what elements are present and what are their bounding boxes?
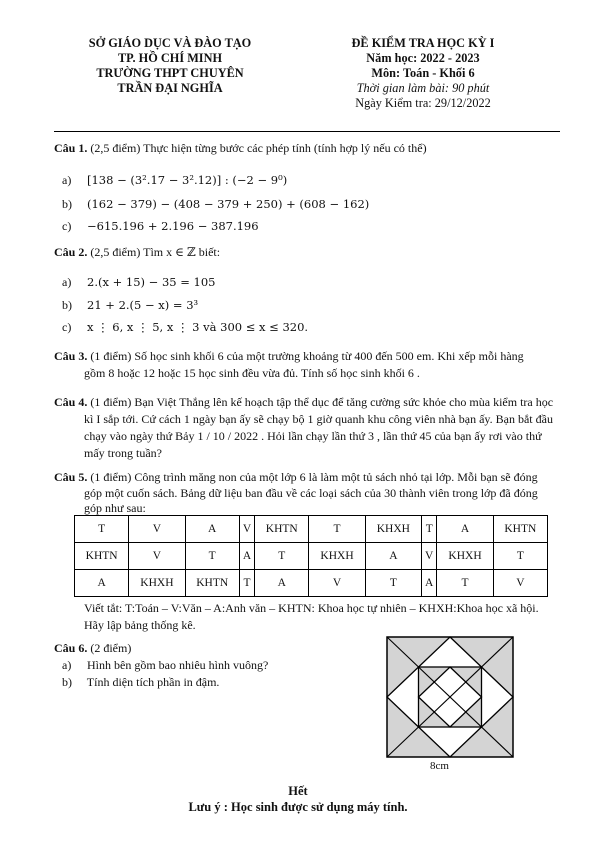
question-1a [62,172,287,188]
question-5-label: Câu 5. [54,470,88,484]
table-cell: V [129,543,185,570]
item-expression: 2.(x + 15) − 35 = 105 [87,275,216,289]
table-row [75,543,548,570]
table-cell: A [365,543,421,570]
school-year: Năm học: 2022 - 2023 [366,51,480,65]
question-2c [62,319,308,335]
subject: Môn: Toán - Khối 6 [371,66,475,80]
table-cell: V [422,543,437,570]
table-cell: T [422,516,437,543]
item-label: b) [62,197,72,211]
table-cell: T [437,570,493,597]
department-name: SỞ GIÁO DỤC VÀ ĐÀO TẠO [88,36,252,50]
question-5-line-3: góp như sau: [84,501,146,515]
table-cell: T [185,543,239,570]
end-marker: Hết [288,784,308,798]
calculator-note: Lưu ý : Học sinh được sử dụng máy tính. [188,800,408,814]
table-cell: A [255,570,309,597]
question-4-line-3: chạy vào ngày thứ Bảy 1 / 10 / 2022 . Hỏi lần chạy lần thứ 3 , lần thứ 45 của bạn ấy rơi vào thứ [84,429,542,443]
item-text: Tính diện tích phần in đậm. [86,675,220,689]
question-6-label: Câu 6. [54,641,88,655]
table-cell: V [309,570,365,597]
table-cell: T [309,516,365,543]
question-3-label: Câu 3. [54,349,88,363]
question-2-text: (2,5 điểm) Tìm x ∈ ℤ biết: [90,245,221,259]
school-type: TRƯỜNG THPT CHUYÊN [96,66,244,80]
school-header [62,36,278,96]
question-3 [54,348,524,365]
table-cell: KHTN [75,543,129,570]
table-row [75,570,548,597]
table-cell: KHXH [437,543,493,570]
book-data-table [74,515,548,597]
item-label: a) [62,658,72,672]
question-3-line-1: (1 điểm) Số học sinh khối 6 của một trường khoảng từ 400 đến 500 em. Khi xếp mỗi hàng [90,349,524,363]
question-6 [54,640,131,657]
question-5-line-2: góp một cuốn sách. Bảng dữ liệu ban đầu về các loại sách của 30 thành viên trong lớp đã đóng [84,486,538,500]
table-cell: A [437,516,493,543]
figure-side-label: 8cm [430,760,449,772]
duration: Thời gian làm bài: 90 phút [356,81,490,95]
question-4-label: Câu 4. [54,395,88,409]
table-cell: A [422,570,437,597]
table-cell: T [493,543,547,570]
abbreviation-note: Viết tắt: T:Toán – V:Văn – A:Anh văn – KHTN: Khoa học tự nhiên – KHXH:Khoa học xã hội. [84,601,539,615]
item-expression: [138 − (3².17 − 3².12)] : (−2 − 9⁰) [87,173,288,187]
question-1-label: Câu 1. [54,141,88,155]
question-2 [54,244,220,261]
question-4-line-4: mấy trong tuần? [84,446,162,460]
table-cell: KHTN [255,516,309,543]
table-cell: T [365,570,421,597]
header-divider [54,131,560,132]
table-cell: A [75,570,129,597]
question-1-text: (2,5 điểm) Thực hiện từng bước các phép tính (tính hợp lý nếu có thể) [90,141,427,155]
question-1b [62,196,369,212]
question-5 [54,469,538,486]
table-cell: T [75,516,129,543]
city-name: TP. HỒ CHÍ MINH [117,51,223,65]
item-expression: (162 − 379) − (408 − 379 + 250) + (608 − 162) [87,197,370,211]
table-cell: KHTN [493,516,547,543]
table-cell: KHXH [129,570,185,597]
item-label: b) [62,675,72,689]
question-6a [62,657,268,673]
item-label: c) [62,320,72,334]
table-cell: V [493,570,547,597]
question-2b [62,297,198,313]
exam-header [318,36,528,111]
item-label: c) [62,219,72,233]
question-4-line-2: kì I sắp tới. Cứ cách 1 ngày bạn ấy sẽ chạy bộ 1 giờ quanh khu công viên nhà bạn ấy. Bạn bắt đầu [84,412,553,426]
table-cell: A [239,543,254,570]
table-cell: T [255,543,309,570]
item-label: a) [62,275,72,289]
table-cell: KHXH [365,516,421,543]
school-name: TRẦN ĐẠI NGHĨA [117,81,223,95]
item-expression: x ⋮ 6, x ⋮ 5, x ⋮ 3 và 300 ≤ x ≤ 320. [87,320,309,334]
item-label: b) [62,298,72,312]
table-row [75,516,548,543]
table-cell: KHTN [185,570,239,597]
question-4 [54,394,553,411]
question-2-label: Câu 2. [54,245,88,259]
exam-date: Ngày Kiểm tra: 29/12/2022 [355,96,491,110]
question-3-line-2: gồm 8 hoặc 12 hoặc 15 học sinh đều vừa đủ. Tính số học sinh khối 6 . [84,366,420,380]
question-2a [62,274,216,290]
exam-title: ĐỀ KIỂM TRA HỌC KỲ I [351,36,495,50]
question-1c [62,218,259,234]
table-cell: KHXH [309,543,365,570]
table-cell: V [129,516,185,543]
item-expression: 21 + 2.(5 − x) = 3³ [87,298,199,312]
question-6-text: (2 điểm) [90,641,132,655]
item-label: a) [62,173,72,187]
nested-squares-figure [386,636,514,758]
question-5-line-1: (1 điểm) Công trình măng non của một lớp 6 là làm một tủ sách nhỏ tại lớp. Mỗi bạn sẽ đóng [90,470,538,484]
item-expression: −615.196 + 2.196 − 387.196 [87,219,259,233]
question-6b [62,674,219,690]
table-cell: V [239,516,254,543]
table-cell: T [239,570,254,597]
table-cell: A [185,516,239,543]
question-5-task: Hãy lập bảng thống kê. [84,618,196,632]
question-4-line-1: (1 điểm) Bạn Việt Thắng lên kế hoạch tập thể dục để tăng cường sức khỏe cho mùa kiểm tra học [90,395,554,409]
question-1 [54,140,427,157]
item-text: Hình bên gồm bao nhiêu hình vuông? [87,658,269,672]
